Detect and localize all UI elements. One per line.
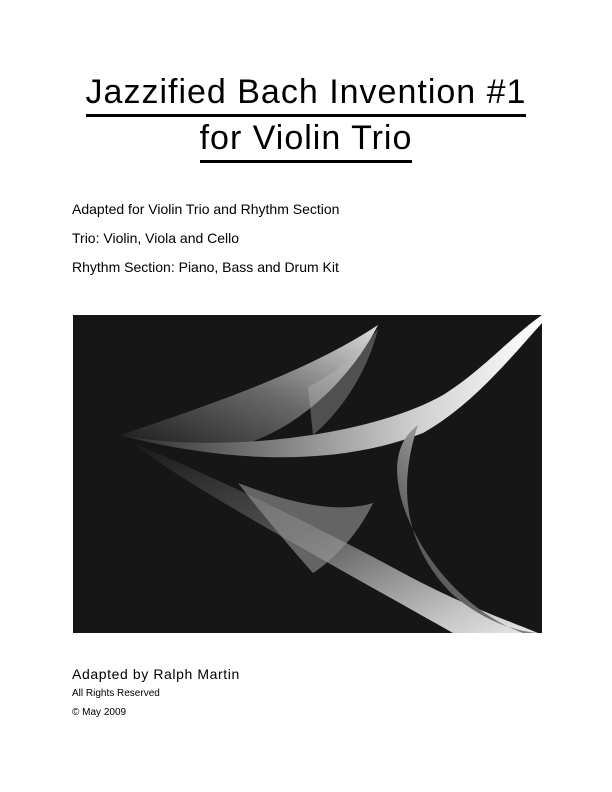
document-title-line-1: Jazzified Bach Invention #1: [86, 70, 527, 117]
abstract-ribbon-illustration: [73, 315, 542, 633]
document-title-line-2: for Violin Trio: [200, 116, 413, 163]
rhythm-section-note: Rhythm Section: Piano, Bass and Drum Kit: [72, 259, 339, 275]
instrumentation-notes: [72, 200, 339, 287]
copyright-date: © May 2009: [72, 707, 127, 718]
adaptation-note: Adapted for Violin Trio and Rhythm Section: [72, 201, 340, 217]
cover-artwork: [73, 315, 542, 633]
trio-note: Trio: Violin, Viola and Cello: [72, 230, 240, 246]
title-block: [0, 70, 612, 162]
rights-notice: All Rights Reserved: [72, 688, 160, 699]
arranger-credit: Adapted by Ralph Martin: [72, 666, 240, 682]
credits: [72, 666, 240, 726]
